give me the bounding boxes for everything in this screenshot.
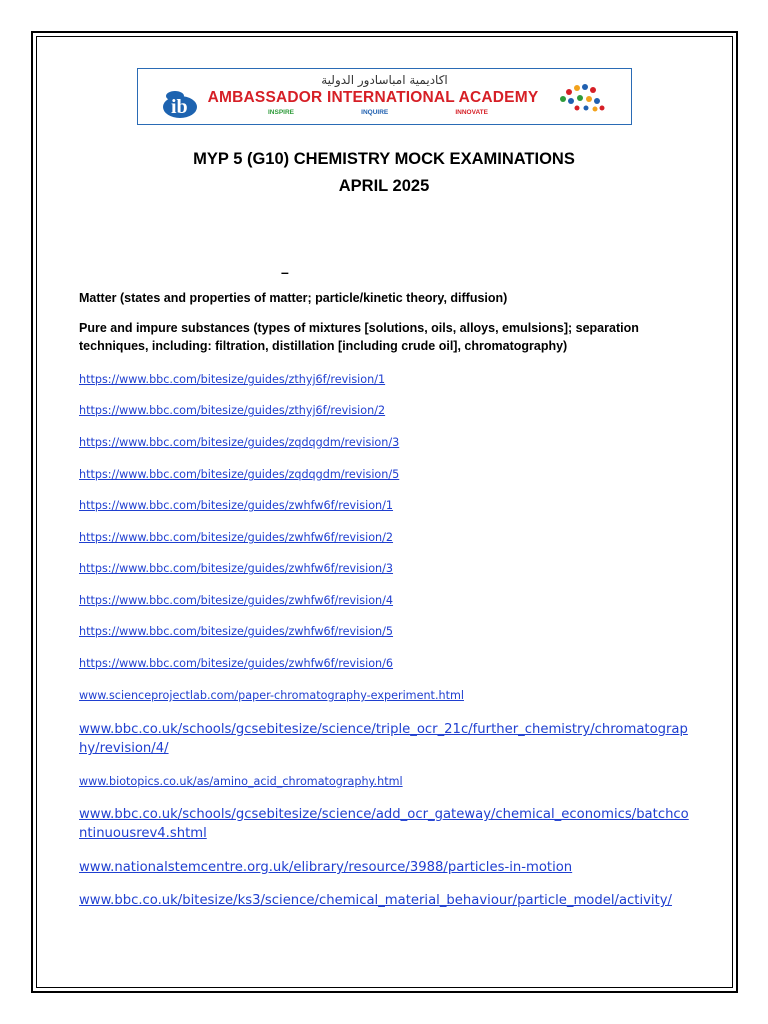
motto-inquire: INQUIRE [361, 109, 389, 116]
link-bbc-zwhfw6f-2[interactable]: https://www.bbc.com/bitesize/guides/zwhfw6f/revision/2 [79, 531, 394, 544]
academy-mottos [268, 109, 488, 116]
link-bbc-ks3-particle-model[interactable]: www.bbc.co.uk/bitesize/ks3/science/chemical_material_behaviour/particle_model/activity/ [79, 893, 673, 908]
link-bbc-zwhfw6f-3[interactable]: https://www.bbc.com/bitesize/guides/zwhfw6f/revision/3 [79, 562, 394, 575]
link-bbc-gcse-batch-continuous[interactable]: www.bbc.co.uk/schools/gcsebitesize/science/add_ocr_gateway/chemical_economics/batchcontinuousrev4.shtml [79, 807, 689, 841]
link-bbc-zwhfw6f-5[interactable]: https://www.bbc.com/bitesize/guides/zwhfw6f/revision/5 [79, 625, 394, 638]
link-bbc-zthyj6f-2[interactable]: https://www.bbc.com/bitesize/guides/zthyj6f/revision/2 [79, 404, 386, 417]
academy-name: AMBASSADOR INTERNATIONAL ACADEMY [207, 89, 539, 106]
motto-inspire: INSPIRE [268, 109, 295, 116]
link-bbc-zwhfw6f-1[interactable]: https://www.bbc.com/bitesize/guides/zwhfw6f/revision/1 [79, 499, 394, 512]
ib-logo-icon [158, 87, 198, 119]
exam-title: MYP 5 (G10) CHEMISTRY MOCK EXAMINATIONS [193, 150, 575, 168]
dash-mark: – [281, 264, 289, 280]
link-bbc-zwhfw6f-4[interactable]: https://www.bbc.com/bitesize/guides/zwhfw6f/revision/4 [79, 594, 394, 607]
link-nationalstemcentre[interactable]: www.nationalstemcentre.org.uk/elibrary/resource/3988/particles-in-motion [79, 860, 573, 875]
link-bbc-zqdqgdm-5[interactable]: https://www.bbc.com/bitesize/guides/zqdqgdm/revision/5 [79, 468, 400, 481]
academy-dots-logo-icon [553, 79, 608, 117]
motto-innovate: INNOVATE [455, 109, 488, 116]
link-biotopics[interactable]: www.biotopics.co.uk/as/amino_acid_chromatography.html [79, 775, 403, 788]
link-scienceprojectlab[interactable]: www.scienceprojectlab.com/paper-chromatography-experiment.html [79, 689, 464, 702]
link-bbc-gcse-chromatography[interactable]: www.bbc.co.uk/schools/gcsebitesize/science/triple_ocr_21c/further_chemistry/chromatography/revision/4/ [79, 722, 688, 756]
link-bbc-zqdqgdm-3[interactable]: https://www.bbc.com/bitesize/guides/zqdqgdm/revision/3 [79, 436, 400, 449]
link-bbc-zwhfw6f-6[interactable]: https://www.bbc.com/bitesize/guides/zwhfw6f/revision/6 [79, 657, 394, 670]
academy-arabic-name: اكاديمية امباسادور الدولية [321, 73, 448, 87]
exam-date: APRIL 2025 [338, 177, 430, 195]
topic-matter: Matter (states and properties of matter; particle/kinetic theory, diffusion) [79, 291, 508, 305]
school-banner [137, 68, 632, 125]
svg-text:ib: ib [171, 96, 188, 118]
topic-substances: Pure and impure substances (types of mixtures [solutions, oils, alloys, emulsions]; separation techniques, including: filtration, distillation [including crude oil], chromatography) [79, 321, 639, 353]
link-bbc-zthyj6f-1[interactable]: https://www.bbc.com/bitesize/guides/zthyj6f/revision/1 [79, 373, 386, 386]
